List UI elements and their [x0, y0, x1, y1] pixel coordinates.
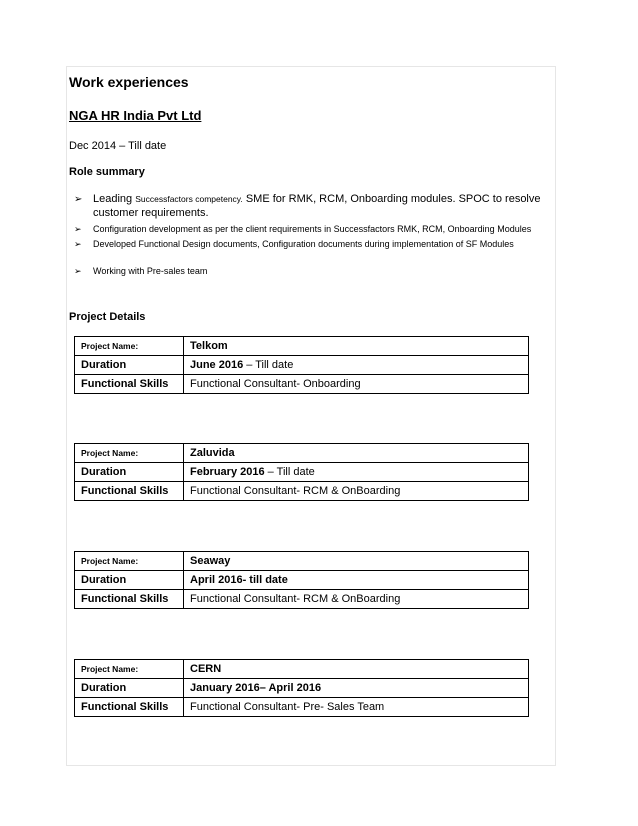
arrow-bullet-icon: ➢ — [74, 266, 82, 276]
bullet-text: SME for RMK, RCM, Onboarding modules. SPOC to resolve customer requirements. — [93, 193, 541, 219]
list-item — [69, 223, 555, 235]
arrow-bullet-icon: ➢ — [74, 224, 82, 234]
duration-value: January 2016– April 2016 — [184, 679, 529, 698]
project-table — [74, 336, 529, 394]
table-row — [75, 482, 529, 501]
skills-value: Functional Consultant- Pre- Sales Team — [184, 698, 529, 717]
list-item — [69, 238, 555, 250]
duration-value: February 2016 – Till date — [184, 463, 529, 482]
table-row — [75, 660, 529, 679]
table-row — [75, 590, 529, 609]
project-table — [74, 659, 529, 717]
project-name-label: Project Name: — [75, 444, 184, 463]
skills-value: Functional Consultant- RCM & OnBoarding — [184, 482, 529, 501]
skills-value: Functional Consultant- RCM & OnBoarding — [184, 590, 529, 609]
bullet-text: Leading — [93, 193, 136, 205]
project-details-heading: Project Details — [69, 311, 146, 323]
duration-label: Duration — [75, 679, 184, 698]
role-summary-list — [69, 192, 555, 277]
section-title: Work experiences — [69, 74, 189, 90]
table-row — [75, 571, 529, 590]
table-row — [75, 375, 529, 394]
arrow-bullet-icon: ➢ — [74, 194, 83, 205]
table-row — [75, 356, 529, 375]
skills-label: Functional Skills — [75, 698, 184, 717]
skills-label: Functional Skills — [75, 590, 184, 609]
employment-dates: Dec 2014 – Till date — [69, 140, 167, 152]
duration-value: June 2016 – Till date — [184, 356, 529, 375]
duration-label: Duration — [75, 571, 184, 590]
company-name: NGA HR India Pvt Ltd — [69, 108, 202, 123]
skills-value: Functional Consultant- Onboarding — [184, 375, 529, 394]
duration-label: Duration — [75, 463, 184, 482]
arrow-bullet-icon: ➢ — [74, 239, 82, 249]
project-table — [74, 551, 529, 609]
bullet-text: Configuration development as per the client requirements in Successfactors RMK, RCM, Onboarding Modules — [93, 224, 532, 234]
table-row — [75, 679, 529, 698]
project-name-value: Seaway — [184, 552, 529, 571]
project-name-label: Project Name: — [75, 660, 184, 679]
bullet-text-small: Successfactors competency. — [135, 194, 243, 204]
table-row — [75, 463, 529, 482]
table-row — [75, 337, 529, 356]
duration-label: Duration — [75, 356, 184, 375]
project-name-value: Zaluvida — [184, 444, 529, 463]
duration-value: April 2016- till date — [184, 571, 529, 590]
role-summary-heading: Role summary — [69, 166, 145, 178]
project-name-value: CERN — [184, 660, 529, 679]
project-name-value: Telkom — [184, 337, 529, 356]
list-item — [69, 265, 555, 277]
table-row — [75, 444, 529, 463]
project-name-label: Project Name: — [75, 337, 184, 356]
skills-label: Functional Skills — [75, 482, 184, 501]
table-row — [75, 552, 529, 571]
list-item — [69, 192, 555, 220]
project-name-label: Project Name: — [75, 552, 184, 571]
table-row — [75, 698, 529, 717]
project-table — [74, 443, 529, 501]
skills-label: Functional Skills — [75, 375, 184, 394]
bullet-text: Working with Pre-sales team — [93, 266, 208, 276]
bullet-text: Developed Functional Design documents, Configuration documents during implementation of SF Modules — [93, 239, 514, 249]
